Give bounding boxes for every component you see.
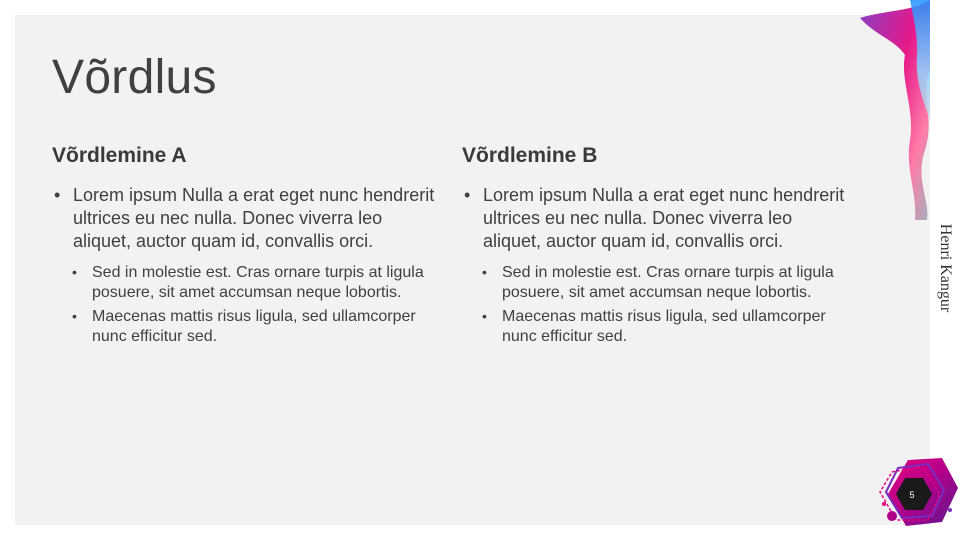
slide-title: Võrdlus <box>52 51 217 104</box>
column-b-sub-bullet-1: • Sed in molestie est. Cras ornare turpis at ligula posuere, sit amet accumsan neque lobortis. <box>462 263 847 302</box>
column-b <box>462 142 847 351</box>
column-b-sub-bullet-2: • Maecenas mattis risus ligula, sed ullamcorper nunc efficitur sed. <box>462 307 847 346</box>
column-b-bullet: • Lorem ipsum Nulla a erat eget nunc hendrerit ultrices eu nec nulla. Donec viverra leo aliquet, auctor quam id, convallis orci. <box>462 184 847 253</box>
column-a <box>52 142 437 351</box>
column-a-sub-bullet-1: • Sed in molestie est. Cras ornare turpis at ligula posuere, sit amet accumsan neque lobortis. <box>52 263 437 302</box>
abstract-ribbon-decoration-icon <box>855 0 935 220</box>
author-vertical-label: Henri Kangur <box>937 223 954 313</box>
column-b-heading: Võrdlemine B <box>462 144 598 167</box>
column-a-sub-bullets <box>52 263 437 346</box>
column-a-sub-bullet-2: • Maecenas mattis risus ligula, sed ullamcorper nunc efficitur sed. <box>52 307 437 346</box>
column-a-heading: Võrdlemine A <box>52 144 187 167</box>
page-number: 5 <box>909 490 915 500</box>
column-a-bullet: • Lorem ipsum Nulla a erat eget nunc hendrerit ultrices eu nec nulla. Donec viverra leo aliquet, auctor quam id, convallis orci. <box>52 184 437 253</box>
column-b-sub-bullets <box>462 263 847 346</box>
